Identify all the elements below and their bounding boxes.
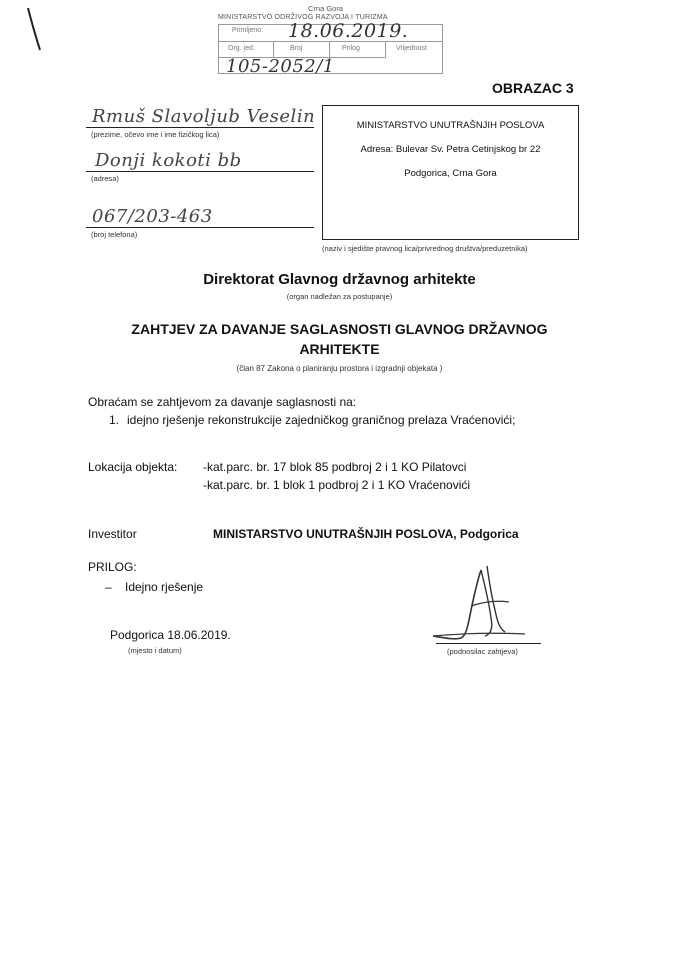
stamp-number-label: Broj bbox=[290, 45, 303, 52]
applicant-phone-caption: (broj telefona) bbox=[91, 230, 138, 239]
stamp-case-number: 105-2052/1 bbox=[226, 56, 335, 77]
applicant-phone: 067/203-463 bbox=[92, 206, 213, 227]
location-label: Lokacija objekta: bbox=[88, 460, 178, 474]
applicant-address: Donji kokoti bb bbox=[95, 150, 242, 171]
authority-title: Direktorat Glavnog državnog arhitekte bbox=[203, 271, 476, 288]
stamp-header-country: Crna Gora bbox=[308, 4, 344, 13]
request-item-text: idejno rješenje rekonstrukcije zajedničkog graničnog prelaza Vraćenovići; bbox=[127, 413, 516, 427]
legal-entity-caption: (naziv i sjedište pravnog lica/privrednog društva/preduzetnika) bbox=[322, 244, 528, 253]
applicant-name: Rmuš Slavoljub Veselin bbox=[92, 106, 316, 127]
place-date-caption: (mjesto i datum) bbox=[128, 646, 182, 655]
attachment-item: Idejno rješenje bbox=[125, 580, 204, 594]
attachment-dash: – bbox=[105, 580, 112, 594]
registry-stamp bbox=[218, 4, 443, 76]
pen-mark bbox=[25, 6, 45, 54]
legal-entity-box bbox=[322, 105, 579, 240]
stamp-header-ministry: MINISTARSTVO ODRŽIVOG RAZVOJA I TURIZMA bbox=[218, 14, 388, 21]
request-intro: Obraćam se zahtjevom za davanje saglasnosti na: bbox=[88, 395, 357, 409]
stamp-attachment-label: Prilog bbox=[342, 45, 360, 52]
signature-image bbox=[425, 562, 550, 652]
stamp-date: 18.06.2019. bbox=[288, 20, 409, 42]
location-line2: -kat.parc. br. 1 blok 1 podbroj 2 i 1 KO Vraćenovići bbox=[203, 478, 471, 492]
stamp-received-label: Primljeno: bbox=[232, 27, 264, 34]
form-code: OBRAZAC 3 bbox=[492, 80, 574, 96]
investor-label: Investitor bbox=[88, 527, 137, 541]
place-date: Podgorica 18.06.2019. bbox=[110, 628, 231, 642]
request-law-reference: (član 87 Zakona o planiranju prostora i izgradnji objekata ) bbox=[236, 364, 443, 373]
applicant-name-caption: (prezime, očevo ime i ime fizičkog lica) bbox=[91, 130, 220, 139]
stamp-value-label: Vrijednost bbox=[396, 45, 427, 52]
attachment-label: PRILOG: bbox=[88, 560, 137, 574]
investor-value: MINISTARSTVO UNUTRAŠNJIH POSLOVA, Podgorica bbox=[213, 527, 519, 541]
request-title-line1: ZAHTJEV ZA DAVANJE SAGLASNOSTI GLAVNOG DRŽAVNOG bbox=[131, 321, 548, 337]
signer-caption: (podnosilac zahtjeva) bbox=[447, 647, 518, 656]
stamp-org-unit-label: Org. jed. bbox=[228, 45, 255, 52]
legal-entity-city: Podgorica, Crna Gora bbox=[404, 168, 497, 179]
request-title-line2: ARHITEKTE bbox=[299, 341, 380, 357]
legal-entity-name: MINISTARSTVO UNUTRAŠNJIH POSLOVA bbox=[356, 120, 545, 131]
location-line1: -kat.parc. br. 17 blok 85 podbroj 2 i 1 KO Pilatovci bbox=[203, 460, 467, 474]
request-item-number: 1. bbox=[109, 413, 120, 427]
legal-entity-address: Adresa: Bulevar Sv. Petra Cetinjskog br 22 bbox=[360, 144, 541, 155]
applicant-address-caption: (adresa) bbox=[91, 174, 119, 183]
authority-caption: (organ nadležan za postupanje) bbox=[286, 292, 393, 301]
